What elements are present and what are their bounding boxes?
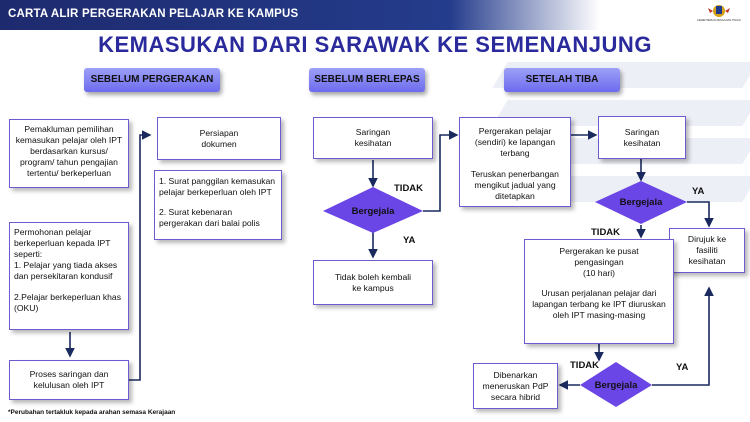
column-header-before-departure: SEBELUM BERLEPAS [309,68,425,92]
page-title: KEMASUKAN DARI SARAWAK KE SEMENANJUNG [98,32,652,57]
decision-label-1: Bergejala [351,206,395,217]
application-intro: Permohonan pelajar berkeperluan kepada IPT seperti: [14,227,111,259]
footnote: *Perubahan tertakluk kepada arahan semasa Kerajaan [8,409,176,416]
arrow [129,135,150,380]
travel-arrangement: Urusan perjalanan pelajar dari lapangan terbang ke IPT diuruskan oleh IPT masing-masing [532,288,666,320]
column-header-after-arrival: SETELAH TIBA [504,68,620,92]
label-yes-3: YA [676,362,689,373]
document-item-2: 2. Surat kebenaran pergerakan dari balai polis [159,207,260,228]
health-screening-box-2: Saringan kesihatan [598,116,686,159]
label-no-2: TIDAK [591,227,621,238]
document-item-1: 1. Surat panggilan kemasukan pelajar berkeperluan oleh IPT [159,176,276,197]
movement-airport: Pergerakan pelajar (sendiri) ke lapangan terbang [474,126,556,158]
continue-flight: Teruskan penerbangan mengikut jadual yang ditetapkan [471,169,559,201]
application-box [9,222,129,330]
quarantine-line-1: Pergerakan ke pusat pengasingan [559,246,639,267]
refer-clinic-box: Dirujuk ke fasiliti kesihatan [669,228,745,273]
hybrid-pdp-box: Dibenarkan meneruskan PdP secara hibrid [473,363,558,409]
document-list-box [154,170,282,240]
label-yes-2: YA [692,186,705,197]
health-screening-box-1: Saringan kesihatan [313,117,433,159]
application-item-1: 1. Pelajar yang tiada akses dan persekitaran kondusif [14,260,118,281]
quarantine-box [524,239,674,344]
label-yes-1: YA [403,235,416,246]
application-item-2: 2.Pelajar berkeperluan khas (OKU) [14,292,122,313]
banner-title: CARTA ALIR PERGERAKAN PELAJAR KE KAMPUS [8,8,299,20]
quarantine-line-2: (10 hari) [583,268,615,278]
notification-box: Pemakluman pemilihan kemasukan pelajar oleh IPT berdasarkan kursus/ program/ tahun pengajian tertentu/ berkeperluan [9,119,129,188]
decision-label-2: Bergejala [619,197,663,208]
no-return-box: Tidak boleh kembali ke kampus [313,260,433,305]
document-prep-box: Persiapan dokumen [157,117,281,160]
label-no-3: TIDAK [570,360,600,371]
movement-box [459,117,571,207]
arrow [687,202,709,226]
logo-caption: KEMENTERIAN PENGAJIAN TINGGI [697,19,741,22]
decision-label-3: Bergejala [594,380,638,391]
screening-approval-box: Proses saringan dan kelulusan oleh IPT [9,360,129,400]
column-header-before-movement: SEBELUM PERGERAKAN [84,68,220,92]
label-no-1: TIDAK [394,183,424,194]
